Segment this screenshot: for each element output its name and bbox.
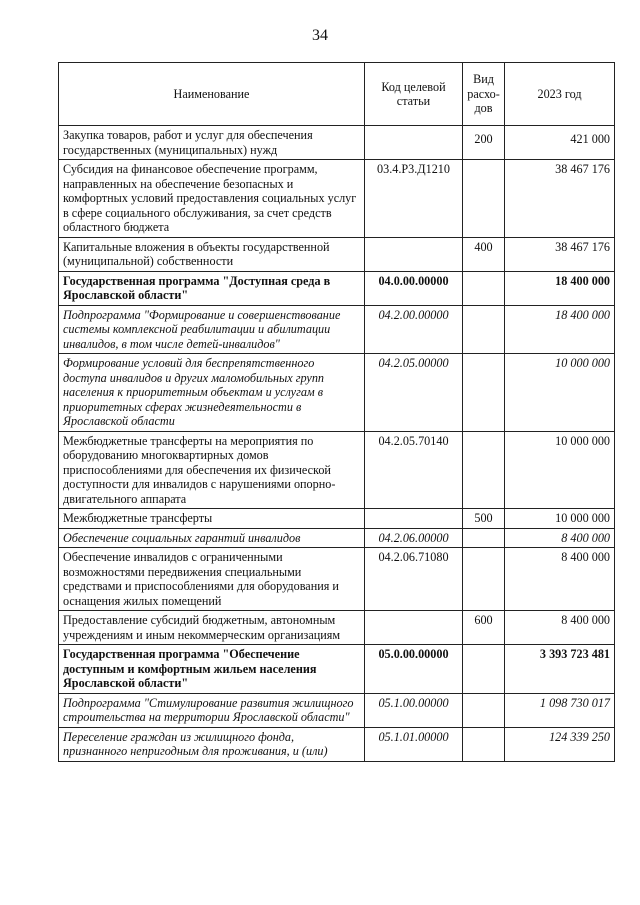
header-code: Код целевой статьи [365, 63, 463, 126]
row-name-cell: Предоставление субсидий бюджетным, автономным учреждениям и иным некоммерческим организациям [59, 611, 365, 645]
table-header-row [59, 63, 615, 126]
table-row [59, 528, 615, 548]
row-sum-cell: 421 000 [505, 126, 615, 160]
row-code-cell: 04.0.00.00000 [365, 271, 463, 305]
row-type-cell: 200 [463, 126, 505, 160]
row-type-cell [463, 548, 505, 611]
row-type-cell [463, 354, 505, 432]
row-name-cell: Переселение граждан из жилищного фонда, признанного непригодным для проживания, и (или) [59, 727, 365, 761]
page-number: 34 [312, 27, 328, 44]
table-row [59, 305, 615, 354]
row-name-cell: Межбюджетные трансферты на мероприятия по оборудованию многоквартирных домов приспособлениями для обеспечения их физической доступности для инвалидов с нарушениями опорно-двигательного аппарата [59, 431, 365, 509]
row-type-cell [463, 528, 505, 548]
table-row [59, 354, 615, 432]
row-name-cell: Обеспечение социальных гарантий инвалидов [59, 528, 365, 548]
row-code-cell: 04.2.05.70140 [365, 431, 463, 509]
row-name-cell: Обеспечение инвалидов с ограниченными возможностями передвижения специальными средствами и приспособлениями для оборудования и оснащения жилых помещений [59, 548, 365, 611]
row-code-cell: 04.2.06.71080 [365, 548, 463, 611]
row-code-cell: 05.0.00.00000 [365, 645, 463, 694]
table-row [59, 431, 615, 509]
row-sum-cell: 10 000 000 [505, 431, 615, 509]
row-type-cell [463, 305, 505, 354]
row-name-cell: Субсидия на финансовое обеспечение программ, направленных на обеспечение безопасных и комфортных условий предоставления социальных услуг в сфере социального обслуживания, за счет средств областного бюджета [59, 160, 365, 238]
table-row [59, 509, 615, 529]
row-sum-cell: 124 339 250 [505, 727, 615, 761]
row-type-cell: 400 [463, 237, 505, 271]
row-sum-cell: 8 400 000 [505, 528, 615, 548]
row-code-cell [365, 126, 463, 160]
row-code-cell: 03.4.Р3.Д1210 [365, 160, 463, 238]
header-type: Вид расхо- дов [463, 63, 505, 126]
table-row [59, 727, 615, 761]
row-code-cell: 05.1.00.00000 [365, 693, 463, 727]
table-row [59, 611, 615, 645]
row-name-cell: Государственная программа "Доступная среда в Ярославской области" [59, 271, 365, 305]
row-type-cell: 500 [463, 509, 505, 529]
budget-table [58, 62, 615, 762]
table-row [59, 160, 615, 238]
row-sum-cell: 38 467 176 [505, 160, 615, 238]
row-type-cell [463, 271, 505, 305]
row-sum-cell: 10 000 000 [505, 509, 615, 529]
row-name-cell: Государственная программа "Обеспечение доступным и комфортным жильем населения Ярославской области" [59, 645, 365, 694]
table-row [59, 548, 615, 611]
table-row [59, 126, 615, 160]
row-code-cell [365, 611, 463, 645]
table-row [59, 271, 615, 305]
row-name-cell: Межбюджетные трансферты [59, 509, 365, 529]
row-sum-cell: 38 467 176 [505, 237, 615, 271]
row-type-cell [463, 727, 505, 761]
row-sum-cell: 10 000 000 [505, 354, 615, 432]
row-code-cell: 04.2.06.00000 [365, 528, 463, 548]
row-name-cell: Формирование условий для беспрепятственного доступа инвалидов и других маломобильных групп населения к приоритетным объектам и услугам в приоритетных сферах жизнедеятельности в Ярославской области [59, 354, 365, 432]
row-code-cell [365, 509, 463, 529]
row-type-cell [463, 645, 505, 694]
row-type-cell [463, 160, 505, 238]
row-sum-cell: 18 400 000 [505, 271, 615, 305]
row-code-cell: 04.2.00.00000 [365, 305, 463, 354]
row-sum-cell: 18 400 000 [505, 305, 615, 354]
table-row [59, 693, 615, 727]
row-code-cell [365, 237, 463, 271]
row-sum-cell: 8 400 000 [505, 548, 615, 611]
header-sum: 2023 год [505, 63, 615, 126]
table-row [59, 237, 615, 271]
row-type-cell [463, 431, 505, 509]
row-type-cell: 600 [463, 611, 505, 645]
row-code-cell: 05.1.01.00000 [365, 727, 463, 761]
table-row [59, 645, 615, 694]
row-code-cell: 04.2.05.00000 [365, 354, 463, 432]
row-name-cell: Подпрограмма "Формирование и совершенствование системы комплексной реабилитации и абилитации инвалидов, в том числе детей-инвалидов" [59, 305, 365, 354]
row-sum-cell: 3 393 723 481 [505, 645, 615, 694]
header-name: Наименование [59, 63, 365, 126]
row-name-cell: Подпрограмма "Стимулирование развития жилищного строительства на территории Ярославской области" [59, 693, 365, 727]
row-name-cell: Капитальные вложения в объекты государственной (муниципальной) собственности [59, 237, 365, 271]
row-type-cell [463, 693, 505, 727]
row-sum-cell: 1 098 730 017 [505, 693, 615, 727]
row-sum-cell: 8 400 000 [505, 611, 615, 645]
row-name-cell: Закупка товаров, работ и услуг для обеспечения государственных (муниципальных) нужд [59, 126, 365, 160]
